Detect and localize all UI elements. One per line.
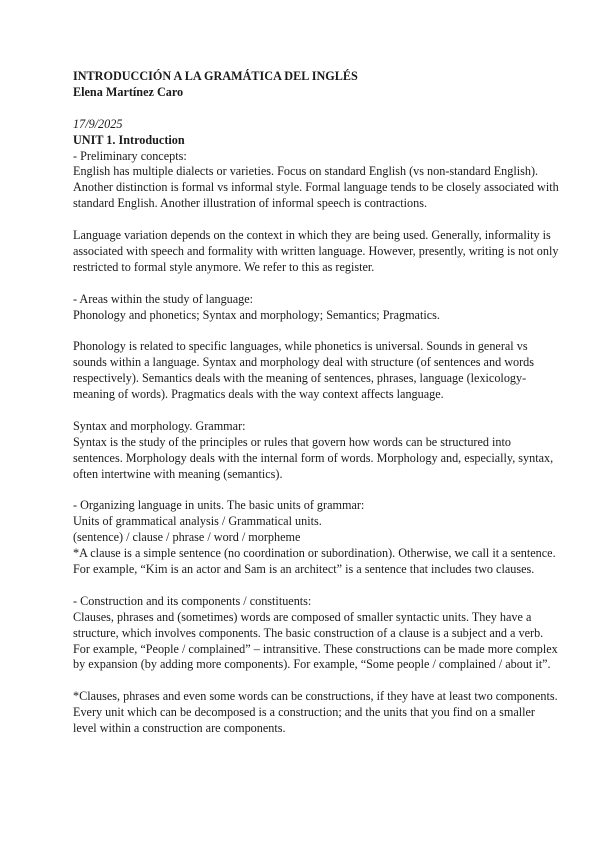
document-header [73,69,560,101]
section-heading-construction: - Construction and its components / constituents: [73,593,312,608]
date: 17/9/2025 [73,116,123,131]
document-title: INTRODUCCIÓN A LA GRAMÁTICA DEL INGLÉS [73,69,358,83]
subheading-syntax-morphology: Syntax and morphology. Grammar: [73,418,246,433]
paragraph-syntax: Syntax is the study of the principles or rules that govern how words can be structured into sentences. Morphology deals with the internal form of words. Morphology and, especially, syntax, often intertwine with meaning (semantics). [73,434,554,481]
section-heading-areas: - Areas within the study of language: [73,291,254,306]
paragraph-clause-note: *A clause is a simple sentence (no coordination or subordination). Otherwise, we call it a sentence. For example, “Kim is an actor and Sam is an architect” is a sentence that includes two clauses. [73,546,556,576]
paragraph-phonology: Phonology is related to specific languages, while phonetics is universal. Sounds in general vs sounds within a language. Syntax and morphology deal with structure (of sentences and words respectively). Semantics deals with the meaning of sentences, phrases, language (lexicology-meaning of words). Pragmatics deals with the way context affects language. [73,339,534,402]
paragraph-varieties: English has multiple dialects or varieties. Focus on standard English (vs non-standard English). Another distinction is formal vs informal style. Formal language tends to be closely associated with standard English. Another illustration of informal speech is contractions. [73,164,559,211]
areas-list: Phonology and phonetics; Syntax and morphology; Semantics; Pragmatics. [73,307,440,322]
section-heading-preliminary: - Preliminary concepts: [73,148,187,163]
units-hierarchy: (sentence) / clause / phrase / word / morpheme [73,530,301,545]
units-line: Units of grammatical analysis / Grammatical units. [73,514,322,529]
unit-title: UNIT 1. Introduction [73,132,185,147]
paragraph-construction: Clauses, phrases and (sometimes) words are composed of smaller syntactic units. They have a structure, which involves components. The basic construction of a clause is a subject and a verb. For example, “People / complained” – intransitive. These constructions can be made more complex by expansion (by adding more components). For example, “Some people / complained / about it”. [73,609,558,672]
section-heading-units: - Organizing language in units. The basic units of grammar: [73,498,365,513]
paragraph-construction-note: *Clauses, phrases and even some words can be constructions, if they have at least two components. Every unit which can be decomposed is a construction; and the units that you find on a smaller level within a construction are components. [73,689,558,736]
author-name: Elena Martínez Caro [73,84,184,99]
paragraph-register: Language variation depends on the context in which they are being used. Generally, informality is associated with speech and formality with written language. However, presently, writing is not only restricted to formal style anymore. We refer to this as register. [73,228,559,274]
